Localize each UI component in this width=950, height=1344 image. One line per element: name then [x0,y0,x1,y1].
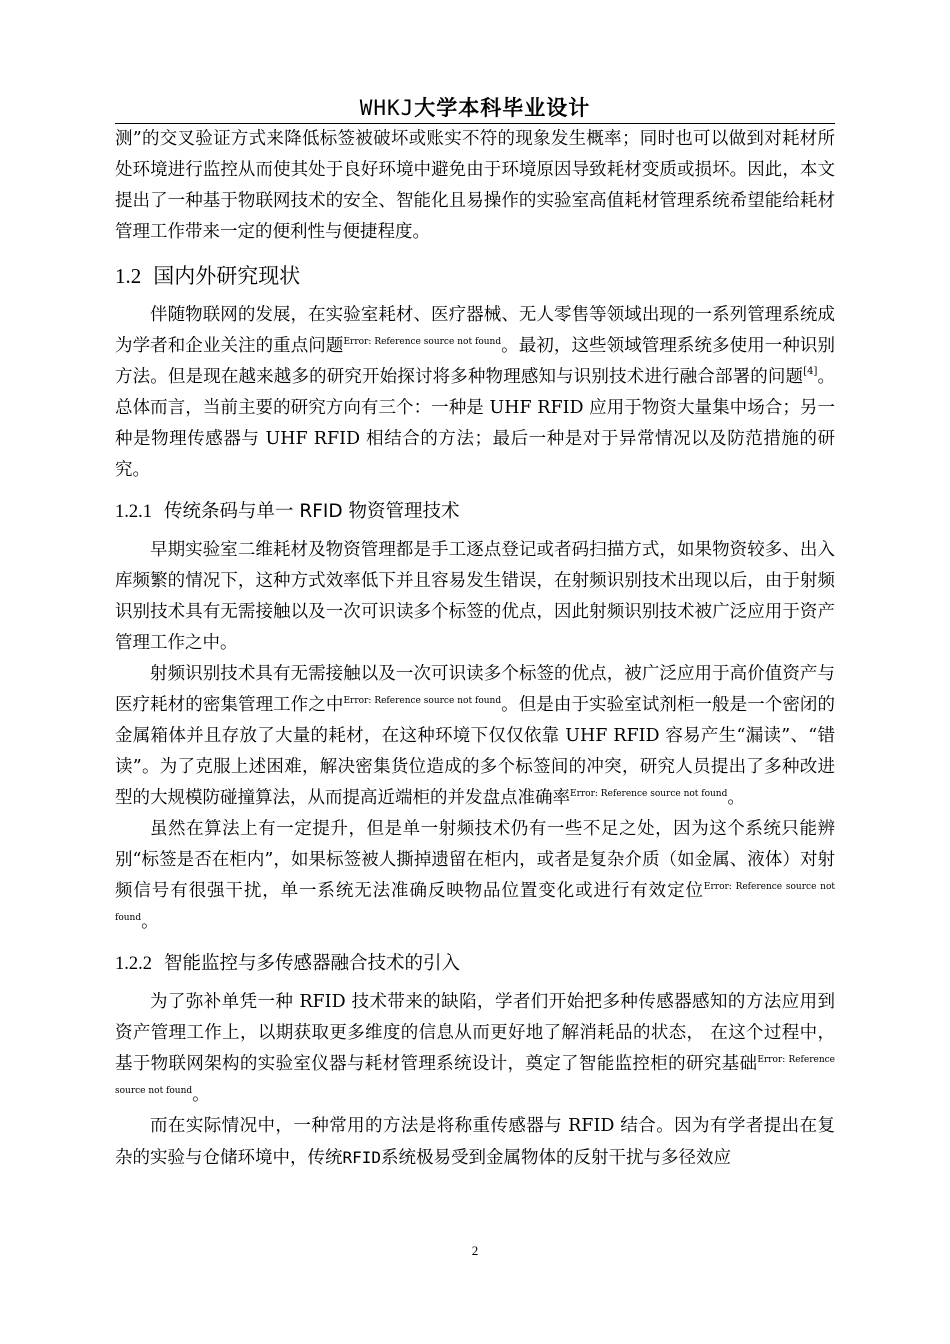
reference-error: Error: Reference source not found [570,789,728,799]
paragraph-text: 而在实际情况中，一种常用的方法是将称重传感器与 RFID 结合。因为有学者提出在复杂的实验与仓储环境中，传统 [115,1116,835,1168]
paragraph-text: 系统极易受到金属物体的反射干扰与多径效应 [381,1148,732,1168]
section-number: 1.2.2 [115,954,152,974]
paragraph [115,987,835,1111]
section-title: 国内外研究现状 [153,264,301,288]
page-number: 2 [471,1243,479,1258]
paragraph-text: 。 [727,788,745,808]
paragraph-text: 。但是由于实验室试剂柜一般是一个密闭的金属箱体并且存放了大量的耗材，在这种环境下仅仅依靠 UHF RFID 容易产生“漏读”、“错读”。为了克服上述困难，解决密集货位造成的多个标签间的冲突，研究人员提出了多种改进型的大规模防碰撞算法，从而提高近端柜的并发盘点准确率 [115,695,836,808]
section-heading-1-2 [115,261,835,291]
reference-error: Error: Reference source not found [115,1055,835,1096]
citation: [4] [803,366,818,377]
reference-error: Error: Reference source not found [343,337,502,347]
reference-error: Error: Reference source not found [115,882,835,923]
paragraph-text: 。 [192,1085,210,1105]
paragraph-text: 射频识别技术具有无需接触以及一次可识读多个标签的优点，被广泛应用于高价值资产与医疗耗材的密集管理工作之中 [115,664,835,715]
paragraph-text: 伴随物联网的发展，在实验室耗材、医疗器械、无人零售等领域出现的一系列管理系统成为学者和企业关注的重点问题 [115,305,835,356]
header-title: 大学本科毕业设计 [414,96,591,120]
paragraph-text: 。最初，这些领域管理系统多使用一种识别方法。但是现在越来越多的研究开始探讨将多种物理感知与识别技术进行融合部署的问题 [115,336,836,387]
section-title: 传统条码与单一 RFID 物资管理技术 [164,501,460,522]
section-heading-1-2-1 [115,497,835,527]
header-prefix: WHKJ [359,96,415,120]
section-number: 1.2 [115,264,142,288]
paragraph: 早期实验室二维耗材及物资管理都是手工逐点登记或者码扫描方式，如果物资较多、出入库频繁的情况下，这种方式效率低下并且容易发生错误，在射频识别技术出现以后，由于射频识别技术具有无需接触以及一次可识读多个标签的优点，因此射频识别技术被广泛应用于资产管理工作之中。 [115,540,835,653]
section-heading-1-2-2 [115,949,835,979]
reference-error: Error: Reference source not found [343,696,502,706]
paragraph-text-mono: RFID [342,1148,382,1167]
page-body [115,124,835,1174]
section-title: 智能监控与多传感器融合技术的引入 [164,953,461,974]
paragraph-text: 虽然在算法上有一定提升，但是单一射频技术仍有一些不足之处，因为这个系统只能辨别“标签是否在柜内”，如果标签被人撕掉遗留在柜内，或者是复杂介质（如金属、液体）对射频信号有很强干扰，单一系统无法准确反映物品位置变化或进行有效定位 [115,819,835,901]
paragraph [115,1111,835,1174]
section-number: 1.2.1 [115,502,152,522]
paragraph-text: 。 [141,912,159,932]
paragraph [115,300,835,486]
paragraph [115,814,835,938]
paragraph [115,659,835,814]
paragraph-text: 为了弥补单凭一种 RFID 技术带来的缺陷，学者们开始把多种传感器感知的方法应用到资产管理工作上，以期获取更多维度的信息从而更好地了解消耗品的状态， 在这个过程中，基于物联网架构的实验室仪器与耗材管理系统设计，奠定了智能监控柜的研究基础 [115,992,835,1074]
page-header [115,94,835,122]
paragraph-text: 。总体而言，当前主要的研究方向有三个：一种是 UHF RFID 应用于物资大量集中场合；另一种是物理传感器与 UHF RFID 相结合的方法；最后一种是对于异常情况以及防范措施的研究。 [115,367,836,480]
paragraph-continuation: 测”的交叉验证方式来降低标签被破坏或账实不符的现象发生概率；同时也可以做到对耗材所处环境进行监控从而使其处于良好环境中避免由于环境原因导致耗材变质或损坏。因此，本文提出了一种基于物联网技术的安全、智能化且易操作的实验室高值耗材管理系统希望能给耗材管理工作带来一定的便利性与便捷程度。 [115,129,835,242]
